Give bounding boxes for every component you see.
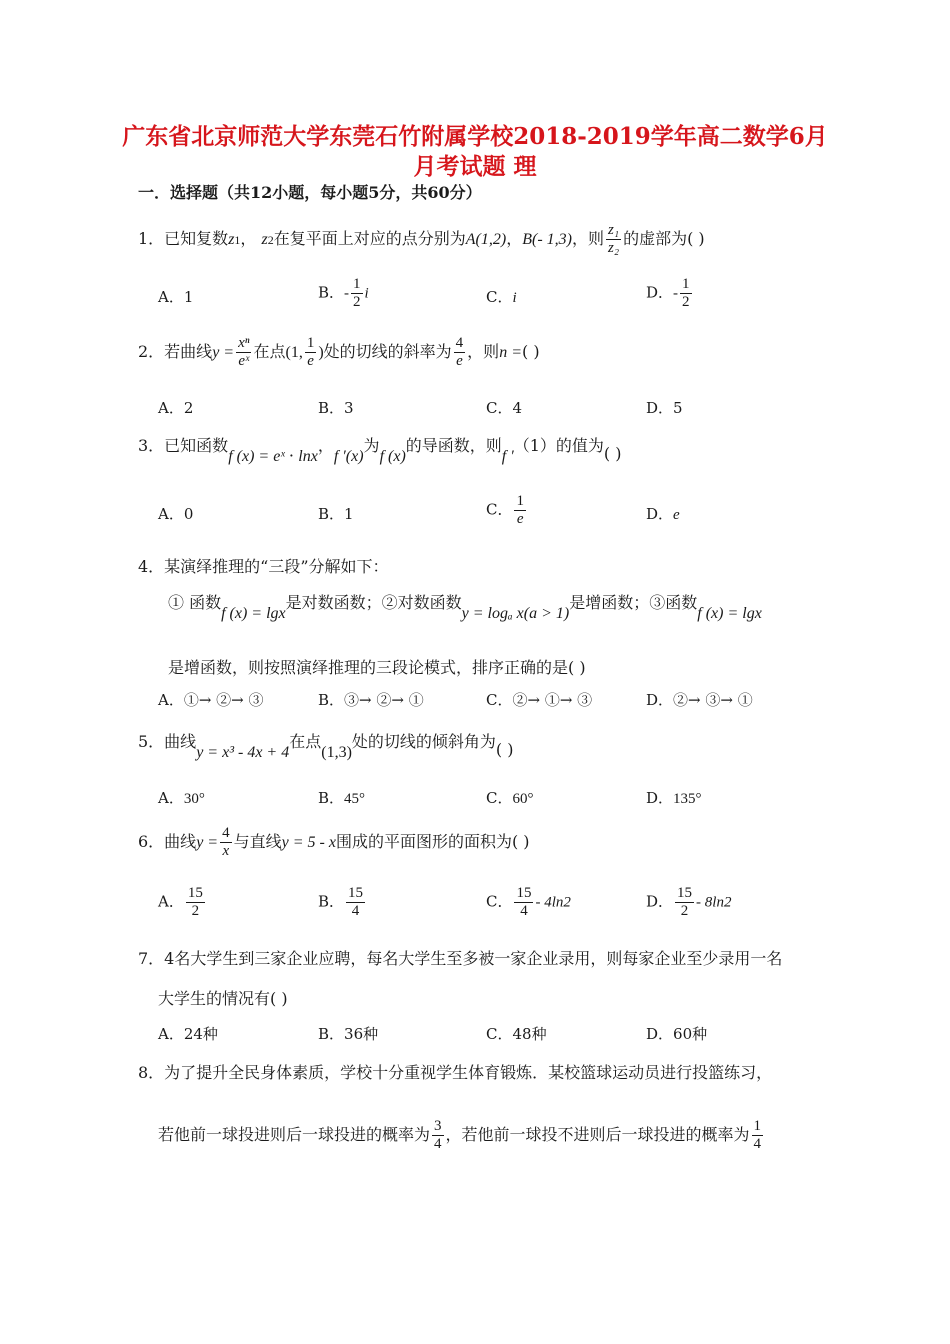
q5-option-b: B．45°: [318, 789, 366, 807]
q4-premise-line: ① 函数f (x) = lgx是对数函数；②对数函数y = logₐ x(a > 1)是增函数；③函数f (x) = lgx: [168, 593, 762, 622]
q3-option-a: A．0: [158, 505, 194, 523]
q2-n: n =: [499, 344, 522, 361]
q2-fraction: $\frac{\text{xⁿ}}{\text{eˣ}}$: [238, 335, 250, 369]
q8-line2: 若他前一球投进则后一球投进的概率为 $\frac{3}{4}$ ，若他前一球投不进则后一球投进的概率为 $\frac{1}{4}$: [158, 1118, 762, 1152]
q3-derivative: f ′(x): [333, 448, 364, 465]
q4-line2: 是增函数，则按照演绎推理的三段论模式，排序正确的是( ): [168, 658, 586, 677]
q2-y: y =: [212, 344, 235, 361]
q1-option-a: A．1: [158, 288, 194, 306]
q1-option-d: D．- $\frac{1}{2}$: [646, 276, 690, 310]
q7-option-d: D．60种: [646, 1025, 708, 1043]
q6-option-b: B． $\frac{15}{4}$: [318, 885, 364, 919]
q1-point-a: A(1,2): [465, 231, 507, 248]
document-title-line1: 广东省北京师范大学东莞石竹附属学校2018-2019学年高二数学6月: [122, 123, 828, 150]
q4-f1: f (x) = lgx: [221, 605, 286, 622]
q1-option-c: C．i: [486, 288, 517, 306]
q1-z2: z: [261, 231, 268, 248]
q1-sep: ，: [240, 229, 257, 248]
q3-text: 3．已知函数: [138, 436, 229, 455]
q6-fraction: $\frac{4}{x}$: [222, 825, 230, 859]
q3-function: f (x) = eˣ ⋅ lnx: [228, 448, 318, 465]
q7-option-a: A．24种: [158, 1025, 218, 1043]
q6-option-c: C． $\frac{15}{4}$ - 4ln2: [486, 885, 571, 919]
q4-option-c: C．②→ ①→ ③: [486, 691, 593, 709]
q3-option-c: C． $\frac{1}{e}$: [486, 493, 524, 527]
q3-option-d: D．e: [646, 505, 680, 523]
question-5: 5．曲线y = x³ - 4x + 4在点(1,3)处的切线的倾斜角为( ): [138, 732, 514, 761]
q4-option-d: D．②→ ③→ ①: [646, 691, 753, 709]
q1-text2: 在复平面上对应的点分别为: [273, 229, 466, 248]
q1-fraction: $\frac{\text{z₁}}{\text{z₂}}$: [608, 222, 620, 256]
question-2: 2．若曲线y = $\frac{\text{xⁿ}}{\text{eˣ}}$ 在点(1, $\frac{1}{e}$ )处的切线的斜率为 $\frac{4}{e}$ ，则n =( ): [138, 335, 540, 369]
question-1: [138, 222, 705, 257]
document-title-line2: 月考试题 理: [413, 153, 537, 180]
q7-option-c: C．48种: [486, 1025, 547, 1043]
q1-z1-sub: 1: [234, 233, 241, 247]
q2-text: 2．若曲线: [138, 342, 213, 361]
q2-option-b: B．3: [318, 399, 354, 417]
q2-option-a: A．2: [158, 399, 194, 417]
question-8: 8．为了提升全民身体素质，学校十分重视学生体育锻炼．某校篮球运动员进行投篮练习，: [138, 1063, 773, 1082]
q4-option-b: B．③→ ②→ ①: [318, 691, 424, 709]
q1-text: 1．已知复数: [138, 229, 229, 248]
q1-z1: z: [228, 231, 235, 248]
q2-text2: 在点: [253, 342, 286, 361]
q1-point-b: B(- 1,3): [522, 231, 572, 248]
question-6: 6．曲线y = $\frac{4}{x}$ 与直线y = 5 - x围成的平面图形的面积为( ): [138, 825, 530, 859]
q5-option-a: A．30°: [158, 789, 205, 807]
question-4: 4．某演绎推理的“三段”分解如下：: [138, 557, 389, 576]
q5-point: (1,3): [321, 744, 352, 761]
q3-option-b: B．1: [318, 505, 354, 523]
q1-text3: ，则: [572, 229, 605, 248]
q2-option-c: C．4: [486, 399, 523, 417]
question-7: 7．4名大学生到三家企业应聘，每名大学生至多被一家企业录用，则每家企业至少录用一名: [138, 949, 783, 968]
q5-option-c: C．60°: [486, 789, 534, 807]
q5-function: y = x³ - 4x + 4: [196, 744, 290, 761]
q7-option-b: B．36种: [318, 1025, 379, 1043]
q7-line2: 大学生的情况有( ): [158, 989, 288, 1008]
q6-option-a: A． $\frac{15}{2}$: [158, 885, 203, 919]
q4-option-a: A．①→ ②→ ③: [158, 691, 264, 709]
q1-z2-sub: 2: [267, 233, 274, 247]
q2-option-d: D．5: [646, 399, 683, 417]
q5-option-d: D．135°: [646, 789, 702, 807]
q4-f2: y = logₐ x(a > 1): [461, 605, 570, 622]
q2-text3: 处的切线的斜率为: [323, 342, 452, 361]
q6-option-d: D． $\frac{15}{2}$ - 8ln2: [646, 885, 732, 919]
q1-text4: 的虚部为( ): [623, 229, 705, 248]
q6-line: y = 5 - x: [281, 834, 336, 851]
section-heading: 一．选择题（共12小题，每小题5分，共60分）: [138, 183, 482, 202]
q1-comma: ，: [506, 229, 523, 248]
question-3: 3．已知函数f (x) = eˣ ⋅ lnx，f ′(x)为f (x)的导函数，则f ′（1）的值为( ): [138, 436, 622, 465]
q1-option-b: B．- $\frac{1}{2}$ i: [318, 276, 369, 310]
q4-f3: f (x) = lgx: [697, 605, 762, 622]
